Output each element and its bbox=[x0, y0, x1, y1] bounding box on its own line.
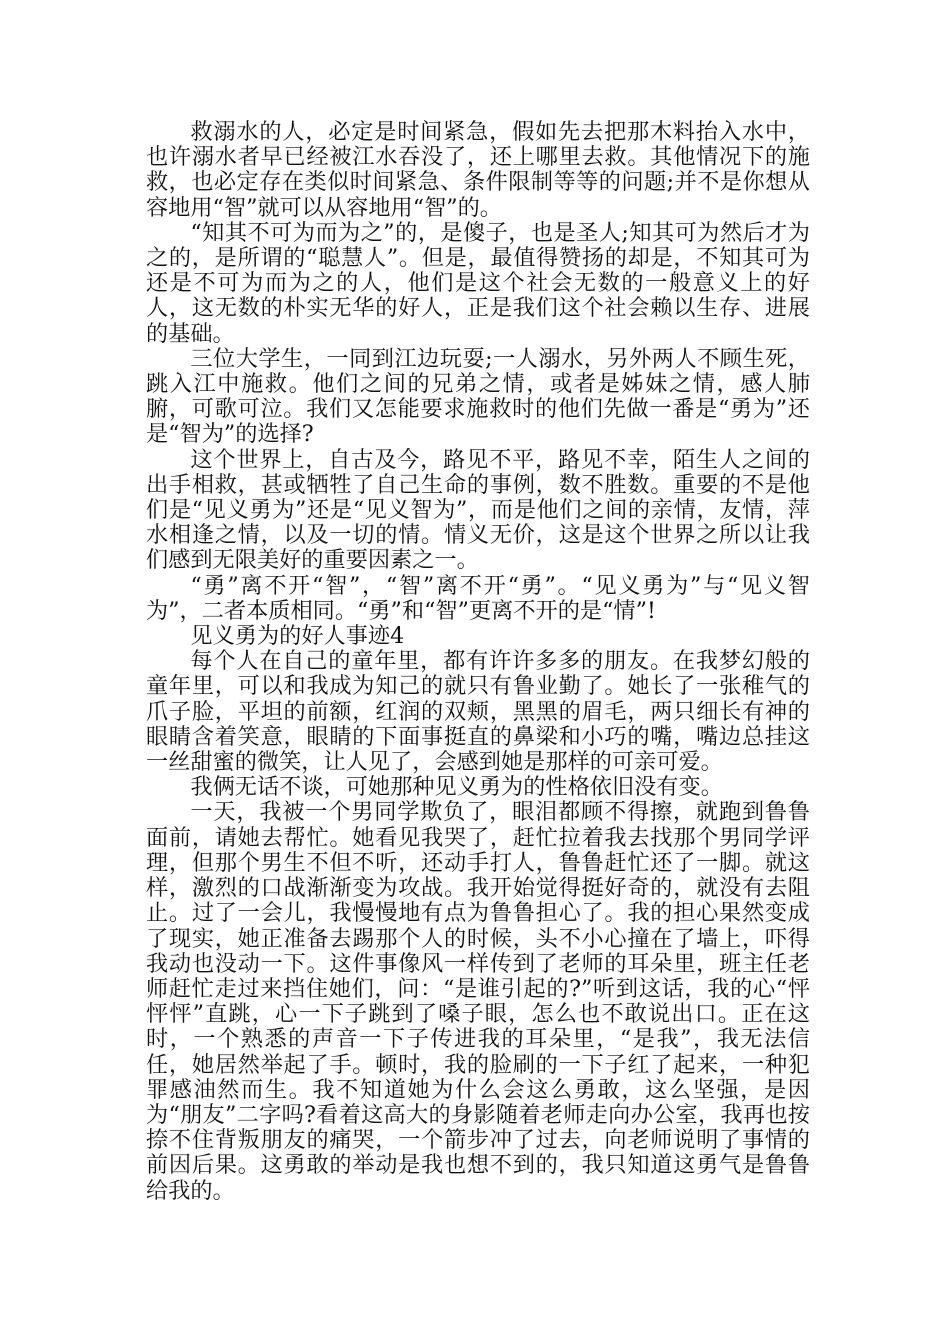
paragraph-childhood-friend: 每个人在自己的童年里，都有许许多多的朋友。在我梦幻般的童年里，可以和我成为知己的就只有鲁业勤了。她长了一张稚气的爪子脸，平坦的前额，红润的双颊，黑黑的眉毛，两只细长有神的眼睛含着笑意，眼睛的下面事挺直的鼻梁和小巧的嘴，嘴边总挂这一丝甜蜜的微笑，让人见了，会感到她是那样的可亲可爱。 bbox=[146, 648, 810, 776]
paragraph-three-students: 三位大学生，一同到江边玩耍;一人溺水，另外两人不顾生死，跳入江中施救。他们之间的兄弟之情，或者是姊妹之情，感人肺腑，可歌可泣。我们又怎能要求施救时的他们先做一番是“勇为”还是“智为”的选择? bbox=[146, 345, 810, 448]
paragraph-courage-wisdom: “勇”离不开“智”，“智”离不开“勇”。“见义勇为”与“见义智为”，二者本质相同。“勇”和“智”更离不开的是“情”! bbox=[146, 572, 810, 624]
paragraph-character: 我俩无话不谈，可她那种见义勇为的性格依旧没有变。 bbox=[190, 774, 723, 801]
paragraph-rescue-urgency: 救溺水的人，必定是时间紧急，假如先去把那木料抬入水中，也许溺水者早已经被江水吞没了，还上哪里去救。其他情况下的施救，也必定存在类似时间紧急、条件限制等等的问题;并不是你想从容地用“智”就可以从容地用“智”的。 bbox=[146, 119, 810, 221]
document-body bbox=[146, 120, 810, 1204]
paragraph-story: 一天，我被一个男同学欺负了，眼泪都顾不得擦，就跑到鲁鲁面前，请她去帮忙。她看见我哭了，赶忙拉着我去找那个男同学评理，但那个男生不但不听，还动手打人，鲁鲁赶忙还了一脚。就这样，激烈的口战渐渐变为攻战。我开始觉得挺好奇的，就没有去阻止。过了一会儿，我慢慢地有点为鲁鲁担心了。我的担心果然变成了现实，她正准备去踢那个人的时候，头不小心撞在了墙上，吓得我动也没动一下。这件事像风一样传到了老师的耳朵里，班主任老师赶忙走过来挡住她们，问：“是谁引起的?”听到这话，我的心“怦怦怦”直跳，心一下子跳到了嗓子眼，怎么也不敢说出口。正在这时，一个熟悉的声音一下子传进我的耳朵里，“是我”，我无法信任，她居然举起了手。顿时，我的脸刷的一下子红了起来，一种犯罪感油然而生。我不知道她为什么会这么勇敢，这么坚强，是因为“朋友”二字吗?看着这高大的身影随着老师走向办公室，我再也按捺不住背叛朋友的痛哭，一个箭步冲了过去，向老师说明了事情的前因后果。这勇敢的举动是我也想不到的，我只知道这勇气是鲁鲁给我的。 bbox=[146, 799, 810, 1204]
paragraph-sage-and-fool: “知其不可为而为之”的，是傻子，也是圣人;知其可为然后才为之的，是所谓的“聪慧人”。但是，最值得赞扬的却是，不知其可为还是不可为而为之的人，他们是这个社会无数的一般意义上的好人，这无数的朴实无华的好人，正是我们这个社会赖以生存、进展的基础。 bbox=[146, 219, 810, 347]
paragraph-world-examples: 这个世界上，自古及今，路见不平，路见不幸，陌生人之间的出手相救，甚或牺牲了自己生命的事例，数不胜数。重要的不是他们是“见义勇为”还是“见义智为”，而是他们之间的亲情，友情，萍水相逢之情，以及一切的情。情义无价，这是这个世界之所以让我们感到无限美好的重要因素之一。 bbox=[146, 446, 810, 574]
section-heading: 见义勇为的好人事迹4 bbox=[190, 623, 405, 650]
